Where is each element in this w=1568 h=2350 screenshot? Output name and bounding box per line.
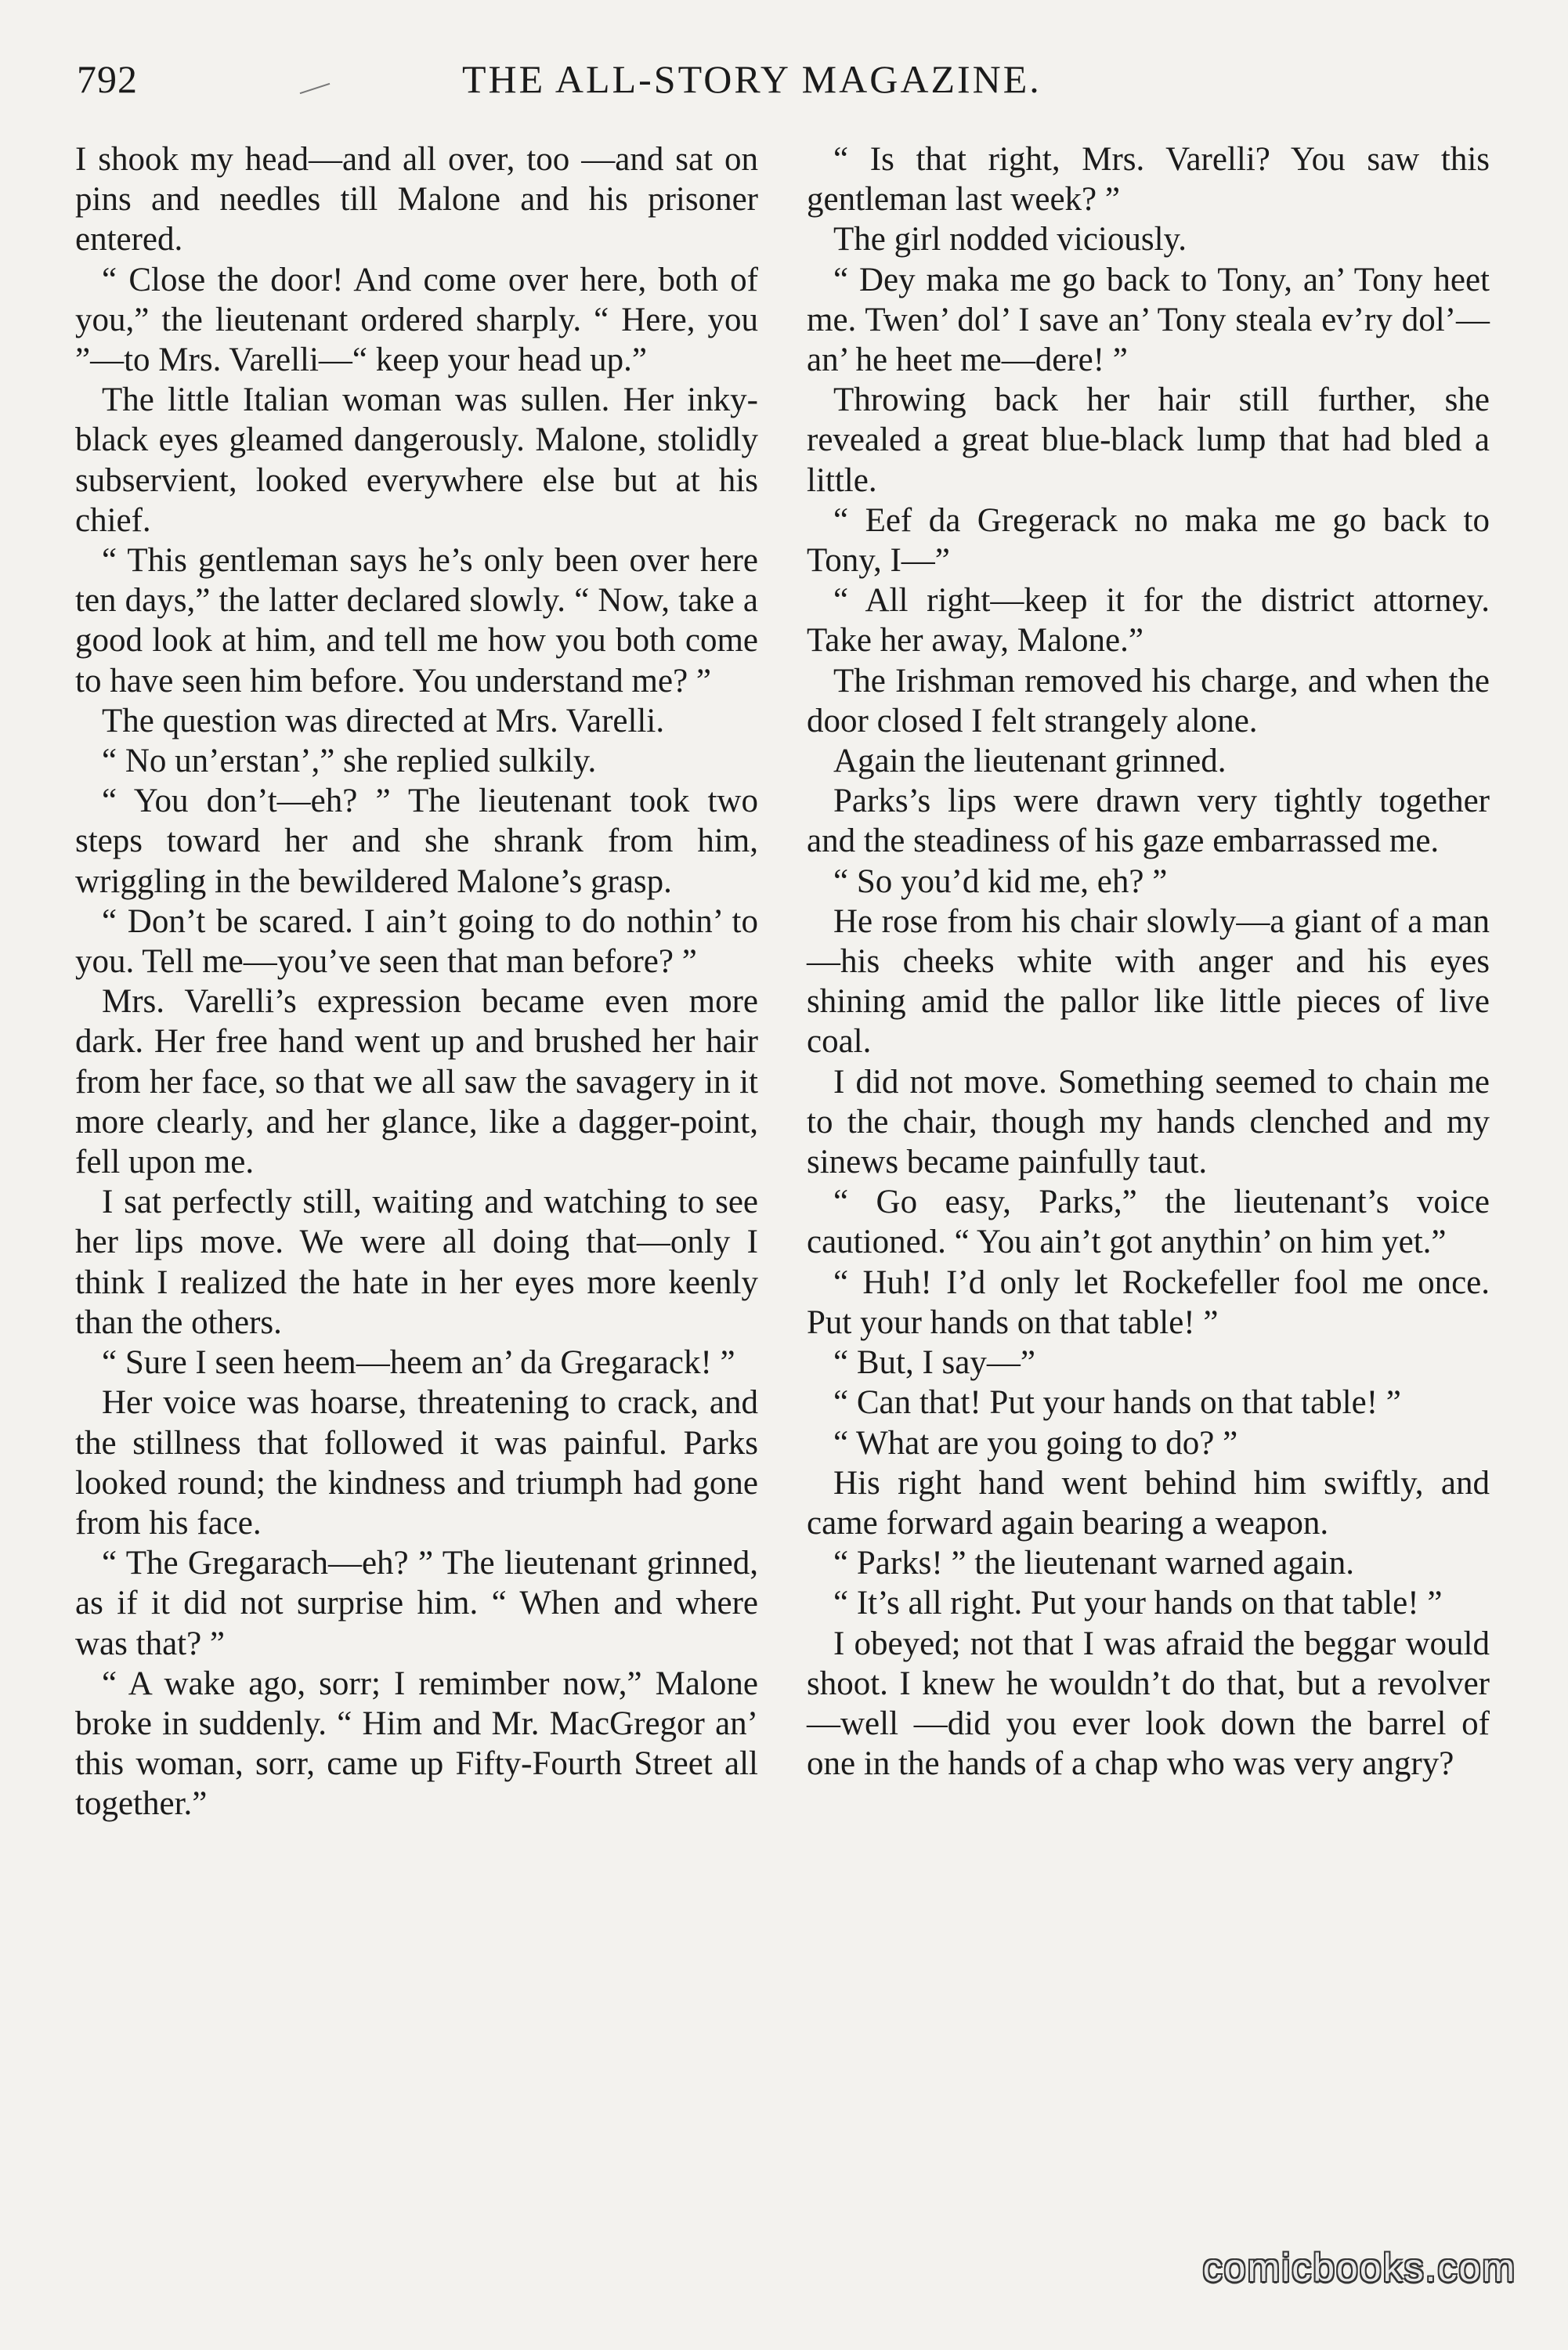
paragraph: “ Go easy, Parks,” the lieutenant’s voice cautioned. “ You ain’t got anythin’ on him yet.” bbox=[807, 1184, 1490, 1261]
paragraph: “ Is that right, Mrs. Varelli? You saw this gentleman last week? ” bbox=[807, 141, 1490, 219]
paragraph: “ Sure I seen heem—heem an’ da Gregarack! ” bbox=[102, 1344, 735, 1382]
paragraph: His right hand went behind him swiftly, and came forward again bearing a weapon. bbox=[807, 1464, 1490, 1542]
paragraph: The Irishman removed his charge, and when the door closed I felt strangely alone. bbox=[807, 662, 1490, 739]
right-text-column bbox=[807, 139, 1490, 1784]
paragraph: “ Parks! ” the lieutenant warned again. bbox=[833, 1545, 1355, 1582]
paragraph: The girl nodded viciously. bbox=[833, 221, 1187, 258]
paragraph: Again the lieutenant grinned. bbox=[833, 743, 1227, 780]
page-number: 792 bbox=[77, 57, 138, 101]
paragraph: “ Dey maka me go back to Tony, an’ Tony heet me. Twen’ dol’ I save an’ Tony steala ev’ry dol’—an’ he heet me—dere! ” bbox=[807, 261, 1490, 379]
paragraph: I sat perfectly still, waiting and watching to see her lips move. We were all doing that—only I think I realized the hate in her eyes more keenly than the others. bbox=[75, 1184, 758, 1341]
page-header bbox=[0, 56, 1568, 111]
paragraph: “ You don’t—eh? ” The lieutenant took two steps toward her and she shrank from him, wriggling in the bewildered Malone’s grasp. bbox=[75, 783, 758, 900]
paragraph: I did not move. Something seemed to chain me to the chair, though my hands clenched and my sinews became painfully taut. bbox=[807, 1063, 1490, 1181]
paragraph: “ It’s all right. Put your hands on that table! ” bbox=[833, 1585, 1443, 1622]
paragraph: “ No un’erstan’,” she replied sulkily. bbox=[102, 743, 597, 780]
paragraph: The little Italian woman was sullen. Her inky-black eyes gleamed dangerously. Malone, stolidly subservient, looked everywhere else but at his chief. bbox=[75, 381, 758, 539]
left-text-column bbox=[75, 139, 758, 1824]
paragraph: Throwing back her hair still further, she revealed a great blue-black lump that had bled a little. bbox=[807, 381, 1490, 499]
paragraph: “ Eef da Gregerack no maka me go back to Tony, I—” bbox=[807, 501, 1490, 580]
paragraph: “ Huh! I’d only let Rockefeller fool me once. Put your hands on that table! ” bbox=[807, 1264, 1490, 1341]
paragraph: “ Don’t be scared. I ain’t going to do nothin’ to you. Tell me—you’ve seen that man before? ” bbox=[75, 902, 758, 981]
magazine-title: THE ALL-STORY MAGAZINE. bbox=[462, 57, 1042, 101]
paragraph: “ All right—keep it for the district attorney. Take her away, Malone.” bbox=[807, 582, 1490, 660]
paragraph: “ Can that! Put your hands on that table! ” bbox=[833, 1384, 1401, 1422]
paragraph: He rose from his chair slowly—a giant of a man—his cheeks white with anger and his eyes shining amid the pallor like little pieces of live coal. bbox=[807, 902, 1490, 1061]
paragraph: “ But, I say—” bbox=[833, 1344, 1035, 1382]
paragraph: I obeyed; not that I was afraid the beggar would shoot. I knew he wouldn’t do that, but a revolver—well —did you ever look down the barrel of one in the hands of a chap who was very angry? bbox=[807, 1625, 1490, 1783]
paragraph: “ This gentleman says he’s only been over here ten days,” the latter declared slowly. “ Now, take a good look at him, and tell me how you both come to have seen him before. You understand me? ” bbox=[75, 542, 758, 700]
paragraph: Her voice was hoarse, threatening to crack, and the stillness that followed it was painful. Parks looked round; the kindness and triumph had gone from his face. bbox=[75, 1384, 758, 1542]
paragraph: “ A wake ago, sorr; I remimber now,” Malone broke in suddenly. “ Him and Mr. MacGregor an’ this woman, sorr, came up Fifty-Fourth Street all together.” bbox=[75, 1665, 758, 1823]
paragraph: “ What are you going to do? ” bbox=[833, 1424, 1238, 1462]
stray-pen-mark bbox=[300, 83, 331, 94]
paragraph: “ So you’d kid me, eh? ” bbox=[833, 862, 1168, 900]
paragraph: “ Close the door! And come over here, both of you,” the lieutenant ordered sharply. “ Here, you ”—to Mrs. Varelli—“ keep your head up.” bbox=[75, 261, 758, 379]
paragraph: “ The Gregarach—eh? ” The lieutenant grinned, as if it did not surprise him. “ When and where was that? ” bbox=[75, 1545, 758, 1662]
paragraph: The question was directed at Mrs. Varelli. bbox=[102, 702, 665, 739]
paragraph: I shook my head—and all over, too —and sat on pins and needles till Malone and his prisoner entered. bbox=[75, 141, 758, 258]
watermark: comicbooks.com bbox=[1202, 2246, 1516, 2290]
paragraph: Parks’s lips were drawn very tightly together and the steadiness of his gaze embarrassed me. bbox=[807, 783, 1490, 860]
paragraph: Mrs. Varelli’s expression became even more dark. Her free hand went up and brushed her hair from her face, so that we all saw the savagery in it more clearly, and her glance, like a dagger-point, fell upon me. bbox=[75, 983, 758, 1181]
